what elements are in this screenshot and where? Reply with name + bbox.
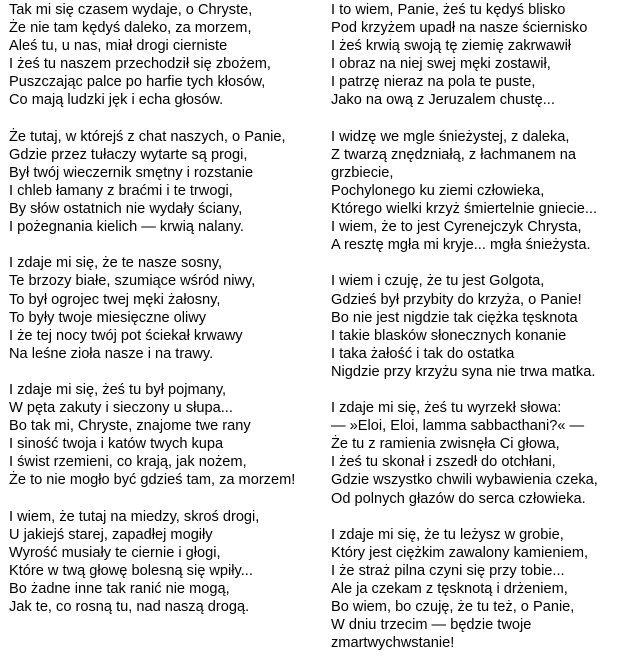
poem-left-column [9, 1, 329, 634]
poem-line: Gdzie wszystko chwili wybawienia czeka, [331, 472, 598, 489]
poem-line: Że to nie mogło być gdzieś tam, za morzem! [9, 472, 296, 489]
stanza [9, 508, 329, 617]
poem-line: I żeś krwią swoją tę ziemię zakrwawił [331, 38, 572, 55]
poem-line: — »Eloi, Eloi, lamma sabbacthani?« — [331, 418, 585, 435]
poem-line: Że tutaj, w którejś z chat naszych, o Panie, [9, 128, 286, 145]
poem-line: I że tej nocy twój pot ściekał krwawy [9, 327, 243, 344]
poem-line: I wiem, że tutaj na miedzy, skroś drogi, [9, 508, 260, 525]
poem-line: I obraz na niej swej męki zostawił, [331, 56, 551, 73]
poem-line: Którego wielki krzyż śmiertelnie gniecie... [331, 201, 598, 218]
poem-line: I żeś tu naszem przechodził się zbożem, [9, 56, 271, 73]
poem-line: Aleś tu, u nas, miał drogi cierniste [9, 38, 228, 55]
poem-line: Pochylonego ku ziemi człowieka, [331, 182, 545, 199]
poem-line: I to wiem, Panie, żeś tu kędyś blisko [331, 2, 566, 18]
poem-line: Tak mi się czasem wydaje, o Chryste, [9, 2, 253, 18]
poem-line: By słów ostatnich nie wydały ściany, [9, 201, 243, 218]
poem-line: Że nie tam kędyś daleko, za morzem, [9, 20, 252, 37]
poem-line: Który jest ciężkim zawalony kamieniem, [331, 544, 589, 561]
poem-line: I taka żałość i tak do ostatka [331, 345, 515, 362]
stanza [331, 128, 623, 255]
poem-line: I że straż pilna czyni się przy tobie... [331, 562, 565, 579]
poem-line: Że tu z ramienia zwisnęła Ci głowa, [331, 436, 560, 453]
poem-line: I siność twoja i katów twych kupa [9, 436, 224, 453]
poem-line: I świst rzemieni, co krają, jak nożem, [9, 454, 247, 471]
stanza [9, 381, 329, 490]
stanza [9, 1, 329, 110]
poem-line: Z twarzą znędzniałą, z łachmanem na grzbiecie, [331, 146, 576, 181]
poem-line: Nigdzie przy krzyżu syna nie trwa matka. [331, 363, 596, 380]
poem-line: Bo żadne inne tak ranić nie mogą, [9, 581, 230, 597]
poem-line: A resztę mgła mi kryje... mgła śnieżysta. [331, 237, 591, 254]
poem-line: Puszczając palce po harfie tych kłosów, [9, 74, 266, 91]
poem-line: Wyrość musiały te ciernie i głogi, [9, 544, 221, 561]
poem-line: Bo tak mi, Chryste, znajome twe rany [9, 418, 251, 435]
stanza [331, 399, 623, 508]
poem-line: U jakiejś starej, zapadłej mogiły [9, 526, 213, 543]
poem-line: Bo wiem, bo czuję, że tu też, o Panie, [331, 599, 575, 616]
poem-line: To był ogrojec twej męki żałosny, [9, 291, 221, 308]
poem-line: I takie blasków słonecznych konanie [331, 327, 567, 344]
poem-line: Na leśne zioła nasze i na trawy. [9, 345, 214, 362]
poem-line: Jako na ową z Jeruzalem chustę... [331, 92, 555, 109]
poem-line: I zdaje mi się, żeś tu był pojmany, [9, 381, 227, 398]
poem-line: W dniu trzecim — będzie twoje zmartwychwstanie! [331, 617, 532, 652]
poem-line: I żeś tu skonał i zszedł do otchłani, [331, 454, 556, 471]
poem-line: Gdzieś był przybity do krzyża, o Panie! [331, 291, 582, 308]
poem-line: Te brzozy białe, szumiące wśród niwy, [9, 273, 256, 290]
poem-line: Bo nie jest nigdzie tak ciężka tęsknota [331, 309, 578, 326]
poem-line: Jak te, co rosną tu, nad naszą drogą. [9, 599, 250, 616]
poem-right-column [331, 1, 623, 670]
poem-line: I zdaje mi się, żeś tu wyrzekł słowa: [331, 400, 562, 417]
poem-line: I wiem i czuję, że tu jest Golgota, [331, 273, 545, 290]
poem-line: Ale ja czekam z tęsknotą i drżeniem, [331, 581, 568, 597]
poem-line: I chleb łamany z braćmi i te trwogi, [9, 182, 233, 199]
poem-line: I widzę we mgle śnieżystej, z daleka, [331, 128, 570, 145]
stanza [331, 1, 623, 110]
poem-line: Gdzie przez tułaczy wytarte są progi, [9, 146, 248, 163]
poem-line: Które w twą głowę bolesną się wpiły... [9, 562, 253, 579]
poem-line: I zdaje mi się, że te nasze sosny, [9, 255, 223, 272]
stanza [331, 272, 623, 381]
poem-line: Od polnych głazów do serca człowieka. [331, 490, 586, 507]
poem-line: I pożegnania kielich — krwią nalany. [9, 219, 244, 236]
poem-line: To były twoje miesięczne oliwy [9, 309, 207, 326]
poem-line: Pod krzyżem upadł na nasze ściernisko [331, 20, 588, 37]
poem-line: I patrzę nieraz na pola te puste, [331, 74, 536, 91]
poem-line: I zdaje mi się, że tu leżysz w grobie, [331, 526, 564, 543]
stanza [9, 254, 329, 363]
stanza [331, 526, 623, 653]
stanza [9, 128, 329, 237]
poem-line: I wiem, że to jest Cyrenejczyk Chrysta, [331, 219, 582, 236]
poem-line: Był twój wieczernik smętny i rozstanie [9, 164, 254, 181]
poem-line: Co mają ludzki jęk i echa głosów. [9, 92, 224, 109]
poem-line: W pęta zakuty i sieczony u słupa... [9, 400, 233, 417]
